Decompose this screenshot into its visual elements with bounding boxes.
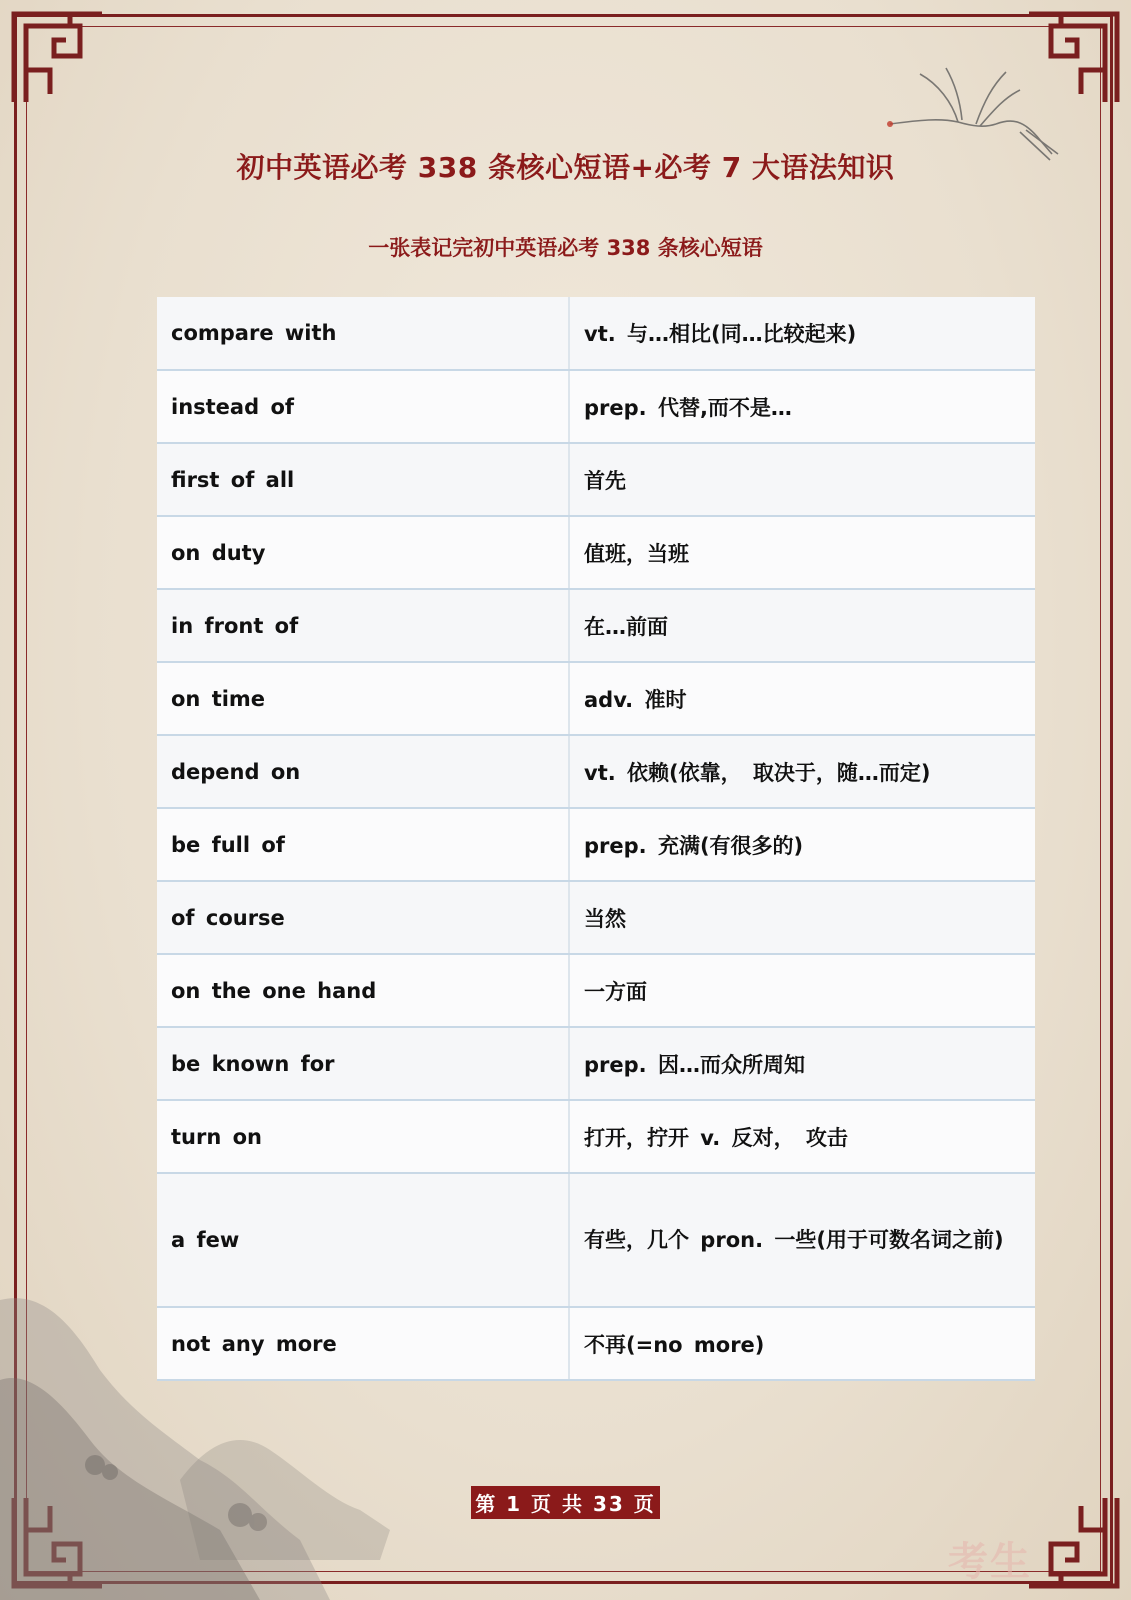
- phrase-chinese-cell: prep. 充满(有很多的): [569, 808, 1035, 881]
- phrase-chinese-cell: prep. 因…而众所周知: [569, 1027, 1035, 1100]
- phrase-table: [157, 297, 1035, 1381]
- phrase-chinese-cell: 在…前面: [569, 589, 1035, 662]
- phrase-english-cell: compare with: [157, 297, 569, 370]
- phrase-english-cell: be known for: [157, 1027, 569, 1100]
- phrase-chinese-cell: 首先: [569, 443, 1035, 516]
- table-row: [157, 808, 1035, 881]
- phrase-english-cell: on duty: [157, 516, 569, 589]
- watermark-logo: 考生: [948, 1539, 1032, 1585]
- table-row: [157, 1173, 1035, 1307]
- page-number-badge: 第 1 页 共 33 页: [471, 1486, 660, 1519]
- table-row: [157, 954, 1035, 1027]
- table-row: [157, 662, 1035, 735]
- phrase-chinese-cell: 不再(=no more): [569, 1307, 1035, 1380]
- phrase-chinese-cell: 当然: [569, 881, 1035, 954]
- page-footer: [0, 1486, 1131, 1519]
- table-row: [157, 443, 1035, 516]
- table-row: [157, 881, 1035, 954]
- table-row: [157, 735, 1035, 808]
- phrase-chinese-cell: vt. 依赖(依靠， 取决于，随…而定): [569, 735, 1035, 808]
- phrase-chinese-cell: 打开，拧开 v. 反对， 攻击: [569, 1100, 1035, 1173]
- table-row: [157, 1100, 1035, 1173]
- phrase-english-cell: depend on: [157, 735, 569, 808]
- phrase-english-cell: turn on: [157, 1100, 569, 1173]
- phrase-chinese-cell: 一方面: [569, 954, 1035, 1027]
- table-row: [157, 589, 1035, 662]
- phrase-english-cell: instead of: [157, 370, 569, 443]
- fret-corner-top-left: [10, 10, 106, 106]
- table-row: [157, 370, 1035, 443]
- phrase-english-cell: first of all: [157, 443, 569, 516]
- phrase-english-cell: of course: [157, 881, 569, 954]
- phrase-english-cell: be full of: [157, 808, 569, 881]
- phrase-english-cell: a few: [157, 1173, 569, 1307]
- phrase-chinese-cell: prep. 代替,而不是…: [569, 370, 1035, 443]
- phrase-chinese-cell: 值班，当班: [569, 516, 1035, 589]
- phrase-chinese-cell: vt. 与…相比(同…比较起来): [569, 297, 1035, 370]
- document-subtitle: 一张表记完初中英语必考 338 条核心短语: [368, 236, 763, 260]
- phrase-english-cell: on time: [157, 662, 569, 735]
- phrase-english-cell: not any more: [157, 1307, 569, 1380]
- phrase-english-cell: in front of: [157, 589, 569, 662]
- table-row: [157, 1027, 1035, 1100]
- table-row: [157, 297, 1035, 370]
- phrase-chinese-cell: adv. 准时: [569, 662, 1035, 735]
- table-row: [157, 516, 1035, 589]
- phrase-english-cell: on the one hand: [157, 954, 569, 1027]
- phrase-chinese-cell: 有些，几个 pron. 一些(用于可数名词之前): [569, 1173, 1035, 1307]
- table-row: [157, 1307, 1035, 1380]
- document-title: 初中英语必考 338 条核心短语+必考 7 大语法知识: [236, 151, 895, 184]
